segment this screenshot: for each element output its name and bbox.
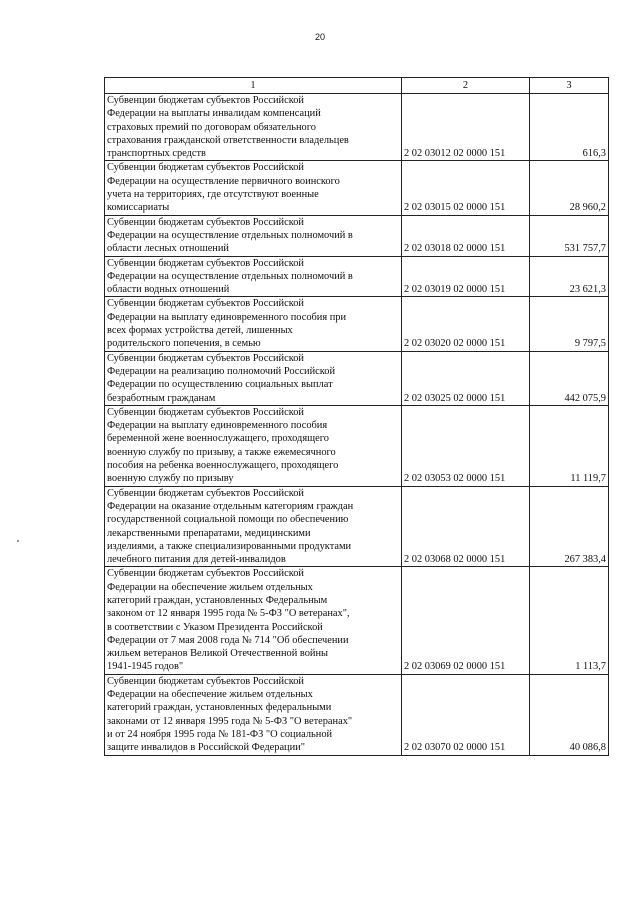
row-description: Субвенции бюджетам субъектов Российской Федерации на выплаты инвалидам компенсаций страховых премий по договорам обязательного страхования гражданской ответственности владельцев транспортных средств [105,94,402,161]
column-header-description: 1 [105,78,402,94]
column-header-code: 2 [402,78,530,94]
row-description: Субвенции бюджетам субъектов Российской Федерации на осуществление первичного воинского учета на территориях, где отсутствуют военные комиссариаты [105,161,402,215]
row-budget-code: 2 02 03068 02 0000 151 [402,486,530,567]
table-row [105,215,609,256]
row-amount: 442 075,9 [530,351,609,405]
row-budget-code: 2 02 03018 02 0000 151 [402,215,530,256]
table-row [105,486,609,567]
table-header-row [105,78,609,94]
row-description: Субвенции бюджетам субъектов Российской Федерации на оказание отдельным категориям граждан государственной социальной помощи по обеспечению лекарственными препаратами, медицинскими изделиями, а также специализированными продуктами лечебного питания для детей-инвалидов [105,486,402,567]
table-row [105,405,609,486]
row-description: Субвенции бюджетам субъектов Российской Федерации на выплату единовременного пособия беременной жене военнослужащего, проходящего военную службу по призыву, а также ежемесячного пособия на ребенка военнослужащего, проходящего военную службу по призыву [105,405,402,486]
row-amount: 23 621,3 [530,256,609,297]
row-amount: 40 086,8 [530,674,609,755]
table-row [105,256,609,297]
table-row [105,161,609,215]
page-number: 20 [314,32,325,42]
row-amount: 267 383,4 [530,486,609,567]
row-description: Субвенции бюджетам субъектов Российской Федерации на осуществление отдельных полномочий в области лесных отношений [105,215,402,256]
row-amount: 9 797,5 [530,297,609,351]
row-budget-code: 2 02 03070 02 0000 151 [402,674,530,755]
table-row [105,351,609,405]
table-row [105,674,609,755]
row-description: Субвенции бюджетам субъектов Российской Федерации на реализацию полномочий Российской Федерации по осуществлению социальных выплат безработным гражданам [105,351,402,405]
row-budget-code: 2 02 03015 02 0000 151 [402,161,530,215]
row-description: Субвенции бюджетам субъектов Российской Федерации на осуществление отдельных полномочий в области водных отношений [105,256,402,297]
row-description: Субвенции бюджетам субъектов Российской Федерации на выплату единовременного пособия при всех формах устройства детей, лишенных родительского попечения, в семью [105,297,402,351]
table-row [105,94,609,161]
row-budget-code: 2 02 03069 02 0000 151 [402,567,530,674]
subventions-table [104,77,609,756]
table-row [105,567,609,674]
table-row [105,297,609,351]
row-amount: 28 960,2 [530,161,609,215]
column-header-amount: 3 [530,78,609,94]
row-budget-code: 2 02 03019 02 0000 151 [402,256,530,297]
row-budget-code: 2 02 03025 02 0000 151 [402,351,530,405]
row-description: Субвенции бюджетам субъектов Российской Федерации на обеспечение жильем отдельных категорий граждан, установленных федеральными законами от 12 января 1995 года № 5-ФЗ "О ветеранах" и от 24 ноября 1995 года № 181-ФЗ "О социальной защите инвалидов в Российской Федерации" [105,674,402,755]
row-description: Субвенции бюджетам субъектов Российской Федерации на обеспечение жильем отдельных категорий граждан, установленных Федеральным законом от 12 января 1995 года № 5-ФЗ "О ветеранах", в соответствии с Указом Президента Российской Федерации от 7 мая 2008 года № 714 "Об обеспечении жильем ветеранов Великой Отечественной войны 1941-1945 годов" [105,567,402,674]
row-budget-code: 2 02 03012 02 0000 151 [402,94,530,161]
scan-speck [17,540,19,542]
row-amount: 531 757,7 [530,215,609,256]
row-budget-code: 2 02 03020 02 0000 151 [402,297,530,351]
row-budget-code: 2 02 03053 02 0000 151 [402,405,530,486]
row-amount: 1 113,7 [530,567,609,674]
row-amount: 616,3 [530,94,609,161]
row-amount: 11 119,7 [530,405,609,486]
